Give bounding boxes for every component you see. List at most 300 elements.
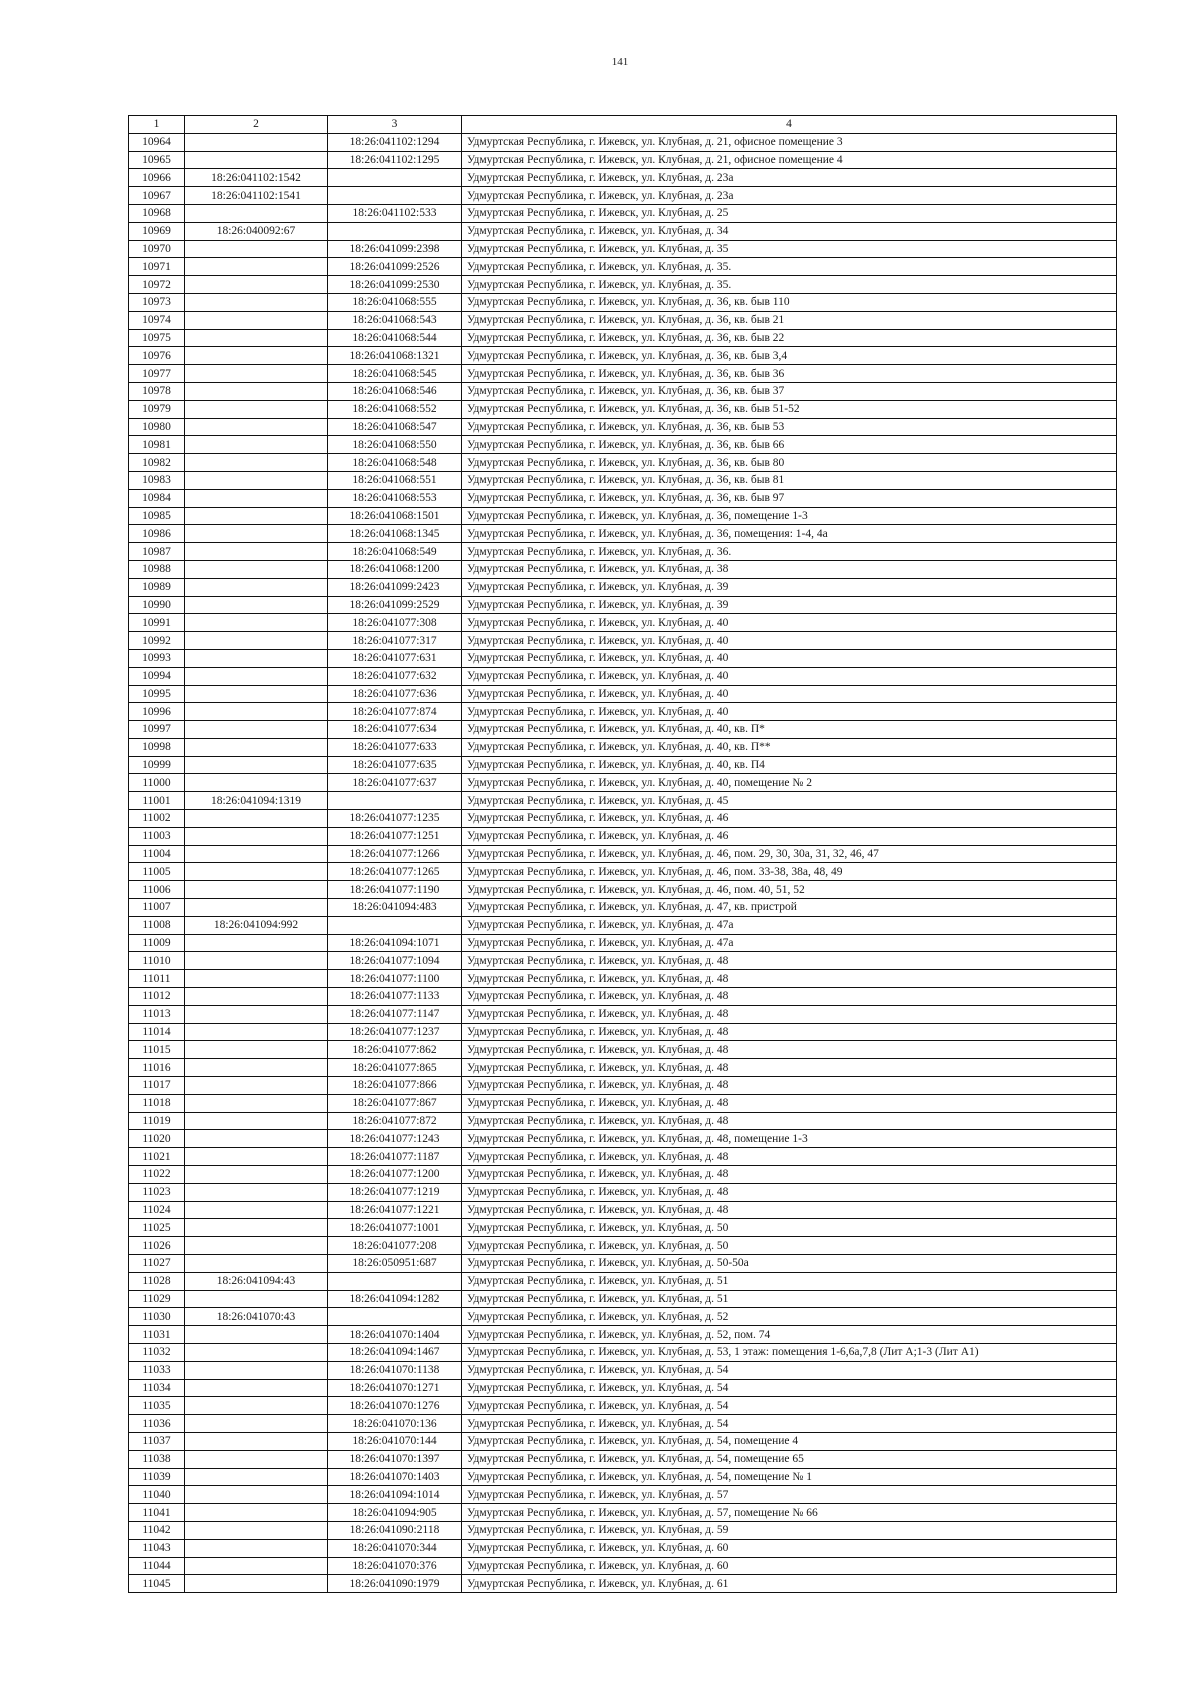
address-cell: Удмуртская Республика, г. Ижевск, ул. Клубная, д. 48 xyxy=(462,1148,1117,1166)
address-cell: Удмуртская Республика, г. Ижевск, ул. Клубная, д. 60 xyxy=(462,1539,1117,1557)
row-number-cell: 10986 xyxy=(129,525,185,543)
address-cell: Удмуртская Республика, г. Ижевск, ул. Клубная, д. 40 xyxy=(462,685,1117,703)
row-number-cell: 10975 xyxy=(129,329,185,347)
row-number-cell: 11005 xyxy=(129,863,185,881)
row-number-cell: 11016 xyxy=(129,1059,185,1077)
table-row xyxy=(129,1379,1117,1397)
address-cell: Удмуртская Республика, г. Ижевск, ул. Клубная, д. 36, кв. быв 66 xyxy=(462,436,1117,454)
address-cell: Удмуртская Республика, г. Ижевск, ул. Клубная, д. 40 xyxy=(462,614,1117,632)
address-cell: Удмуртская Республика, г. Ижевск, ул. Клубная, д. 36, кв. быв 80 xyxy=(462,454,1117,472)
land-cadastral-number-cell xyxy=(185,1183,328,1201)
land-cadastral-number-cell xyxy=(185,1023,328,1041)
address-cell: Удмуртская Республика, г. Ижевск, ул. Клубная, д. 36, кв. быв 37 xyxy=(462,382,1117,400)
header-cell-2: 2 xyxy=(185,116,328,134)
row-number-cell: 11002 xyxy=(129,810,185,828)
object-cadastral-number-cell: 18:26:041094:1014 xyxy=(328,1486,462,1504)
object-cadastral-number-cell: 18:26:041070:144 xyxy=(328,1432,462,1450)
object-cadastral-number-cell: 18:26:041068:547 xyxy=(328,418,462,436)
row-number-cell: 10992 xyxy=(129,632,185,650)
address-cell: Удмуртская Республика, г. Ижевск, ул. Клубная, д. 25 xyxy=(462,204,1117,222)
address-cell: Удмуртская Республика, г. Ижевск, ул. Клубная, д. 52 xyxy=(462,1308,1117,1326)
land-cadastral-number-cell: 18:26:041094:1319 xyxy=(185,792,328,810)
land-cadastral-number-cell xyxy=(185,347,328,365)
land-cadastral-number-cell xyxy=(185,525,328,543)
table-row xyxy=(129,899,1117,917)
row-number-cell: 10980 xyxy=(129,418,185,436)
land-cadastral-number-cell xyxy=(185,471,328,489)
land-cadastral-number-cell xyxy=(185,703,328,721)
address-cell: Удмуртская Республика, г. Ижевск, ул. Клубная, д. 47, кв. пристрой xyxy=(462,899,1117,917)
land-cadastral-number-cell xyxy=(185,614,328,632)
table-row xyxy=(129,151,1117,169)
row-number-cell: 11011 xyxy=(129,970,185,988)
land-cadastral-number-cell xyxy=(185,1005,328,1023)
land-cadastral-number-cell xyxy=(185,632,328,650)
table-row xyxy=(129,187,1117,205)
row-number-cell: 11035 xyxy=(129,1397,185,1415)
land-cadastral-number-cell xyxy=(185,1112,328,1130)
row-number-cell: 10994 xyxy=(129,667,185,685)
object-cadastral-number-cell: 18:26:041068:1501 xyxy=(328,507,462,525)
table-row xyxy=(129,1343,1117,1361)
land-cadastral-number-cell xyxy=(185,934,328,952)
land-cadastral-number-cell xyxy=(185,1379,328,1397)
land-cadastral-number-cell xyxy=(185,1219,328,1237)
land-cadastral-number-cell xyxy=(185,685,328,703)
row-number-cell: 10996 xyxy=(129,703,185,721)
address-cell: Удмуртская Республика, г. Ижевск, ул. Клубная, д. 36, помещение 1-3 xyxy=(462,507,1117,525)
land-cadastral-number-cell xyxy=(185,845,328,863)
land-cadastral-number-cell xyxy=(185,489,328,507)
address-cell: Удмуртская Республика, г. Ижевск, ул. Клубная, д. 35. xyxy=(462,258,1117,276)
object-cadastral-number-cell: 18:26:041068:545 xyxy=(328,365,462,383)
row-number-cell: 11032 xyxy=(129,1343,185,1361)
row-number-cell: 10976 xyxy=(129,347,185,365)
table-row xyxy=(129,649,1117,667)
object-cadastral-number-cell: 18:26:041068:546 xyxy=(328,382,462,400)
address-cell: Удмуртская Республика, г. Ижевск, ул. Клубная, д. 36. xyxy=(462,543,1117,561)
object-cadastral-number-cell: 18:26:041077:1266 xyxy=(328,845,462,863)
row-number-cell: 10973 xyxy=(129,293,185,311)
address-cell: Удмуртская Республика, г. Ижевск, ул. Клубная, д. 48 xyxy=(462,1005,1117,1023)
row-number-cell: 10974 xyxy=(129,311,185,329)
address-cell: Удмуртская Республика, г. Ижевск, ул. Клубная, д. 36, кв. быв 53 xyxy=(462,418,1117,436)
object-cadastral-number-cell xyxy=(328,169,462,187)
address-cell: Удмуртская Республика, г. Ижевск, ул. Клубная, д. 40, кв. П* xyxy=(462,721,1117,739)
address-cell: Удмуртская Республика, г. Ижевск, ул. Клубная, д. 50 xyxy=(462,1219,1117,1237)
table-row xyxy=(129,738,1117,756)
land-cadastral-number-cell xyxy=(185,1539,328,1557)
register-table-body xyxy=(129,116,1117,1593)
object-cadastral-number-cell: 18:26:041077:637 xyxy=(328,774,462,792)
row-number-cell: 11017 xyxy=(129,1077,185,1095)
row-number-cell: 11010 xyxy=(129,952,185,970)
table-row xyxy=(129,1539,1117,1557)
land-cadastral-number-cell xyxy=(185,454,328,472)
table-row xyxy=(129,1219,1117,1237)
land-cadastral-number-cell xyxy=(185,418,328,436)
address-cell: Удмуртская Республика, г. Ижевск, ул. Клубная, д. 50 xyxy=(462,1237,1117,1255)
table-row xyxy=(129,1521,1117,1539)
address-cell: Удмуртская Республика, г. Ижевск, ул. Клубная, д. 48, помещение 1-3 xyxy=(462,1130,1117,1148)
row-number-cell: 11040 xyxy=(129,1486,185,1504)
object-cadastral-number-cell: 18:26:041068:1345 xyxy=(328,525,462,543)
table-row xyxy=(129,1005,1117,1023)
land-cadastral-number-cell xyxy=(185,1557,328,1575)
object-cadastral-number-cell: 18:26:041068:550 xyxy=(328,436,462,454)
land-cadastral-number-cell xyxy=(185,1059,328,1077)
table-row xyxy=(129,1415,1117,1433)
object-cadastral-number-cell: 18:26:041077:1100 xyxy=(328,970,462,988)
table-row xyxy=(129,1575,1117,1593)
table-row xyxy=(129,436,1117,454)
object-cadastral-number-cell: 18:26:041068:543 xyxy=(328,311,462,329)
table-row xyxy=(129,471,1117,489)
object-cadastral-number-cell: 18:26:041094:483 xyxy=(328,899,462,917)
table-row xyxy=(129,1272,1117,1290)
table-row xyxy=(129,543,1117,561)
land-cadastral-number-cell xyxy=(185,1432,328,1450)
table-row xyxy=(129,258,1117,276)
object-cadastral-number-cell xyxy=(328,792,462,810)
table-row xyxy=(129,1290,1117,1308)
land-cadastral-number-cell xyxy=(185,258,328,276)
row-number-cell: 11015 xyxy=(129,1041,185,1059)
address-cell: Удмуртская Республика, г. Ижевск, ул. Клубная, д. 36, кв. быв 97 xyxy=(462,489,1117,507)
table-row xyxy=(129,632,1117,650)
address-cell: Удмуртская Республика, г. Ижевск, ул. Клубная, д. 38 xyxy=(462,560,1117,578)
row-number-cell: 11022 xyxy=(129,1166,185,1184)
table-row xyxy=(129,1486,1117,1504)
table-row xyxy=(129,133,1117,151)
row-number-cell: 11021 xyxy=(129,1148,185,1166)
row-number-cell: 10971 xyxy=(129,258,185,276)
land-cadastral-number-cell xyxy=(185,970,328,988)
table-row xyxy=(129,810,1117,828)
address-cell: Удмуртская Республика, г. Ижевск, ул. Клубная, д. 54, помещение № 1 xyxy=(462,1468,1117,1486)
object-cadastral-number-cell: 18:26:041094:1467 xyxy=(328,1343,462,1361)
row-number-cell: 11019 xyxy=(129,1112,185,1130)
row-number-cell: 11029 xyxy=(129,1290,185,1308)
address-cell: Удмуртская Республика, г. Ижевск, ул. Клубная, д. 40 xyxy=(462,667,1117,685)
address-cell: Удмуртская Республика, г. Ижевск, ул. Клубная, д. 36, кв. быв 110 xyxy=(462,293,1117,311)
row-number-cell: 11034 xyxy=(129,1379,185,1397)
object-cadastral-number-cell: 18:26:041068:555 xyxy=(328,293,462,311)
object-cadastral-number-cell: 18:26:041090:2118 xyxy=(328,1521,462,1539)
table-row xyxy=(129,970,1117,988)
land-cadastral-number-cell xyxy=(185,1397,328,1415)
address-cell: Удмуртская Республика, г. Ижевск, ул. Клубная, д. 23а xyxy=(462,169,1117,187)
table-row xyxy=(129,311,1117,329)
object-cadastral-number-cell: 18:26:041099:2529 xyxy=(328,596,462,614)
object-cadastral-number-cell: 18:26:041077:1221 xyxy=(328,1201,462,1219)
object-cadastral-number-cell xyxy=(328,1272,462,1290)
land-cadastral-number-cell xyxy=(185,240,328,258)
row-number-cell: 11026 xyxy=(129,1237,185,1255)
object-cadastral-number-cell: 18:26:041068:548 xyxy=(328,454,462,472)
address-cell: Удмуртская Республика, г. Ижевск, ул. Клубная, д. 52, пом. 74 xyxy=(462,1326,1117,1344)
row-number-cell: 11043 xyxy=(129,1539,185,1557)
object-cadastral-number-cell: 18:26:041077:1251 xyxy=(328,827,462,845)
table-row xyxy=(129,916,1117,934)
table-row xyxy=(129,347,1117,365)
table-row xyxy=(129,204,1117,222)
table-row xyxy=(129,240,1117,258)
row-number-cell: 11001 xyxy=(129,792,185,810)
land-cadastral-number-cell xyxy=(185,436,328,454)
row-number-cell: 11033 xyxy=(129,1361,185,1379)
row-number-cell: 11031 xyxy=(129,1326,185,1344)
row-number-cell: 11012 xyxy=(129,988,185,1006)
row-number-cell: 10988 xyxy=(129,560,185,578)
table-row xyxy=(129,1237,1117,1255)
row-number-cell: 11023 xyxy=(129,1183,185,1201)
row-number-cell: 10997 xyxy=(129,721,185,739)
address-cell: Удмуртская Республика, г. Ижевск, ул. Клубная, д. 36, кв. быв 36 xyxy=(462,365,1117,383)
address-cell: Удмуртская Республика, г. Ижевск, ул. Клубная, д. 59 xyxy=(462,1521,1117,1539)
row-number-cell: 11020 xyxy=(129,1130,185,1148)
land-cadastral-number-cell xyxy=(185,952,328,970)
header-cell-4: 4 xyxy=(462,116,1117,134)
address-cell: Удмуртская Республика, г. Ижевск, ул. Клубная, д. 53, 1 этаж: помещения 1-6,6а,7,8 (Лит А;1-3 (Лит А1) xyxy=(462,1343,1117,1361)
row-number-cell: 11024 xyxy=(129,1201,185,1219)
address-cell: Удмуртская Республика, г. Ижевск, ул. Клубная, д. 46, пом. 33-38, 38а, 48, 49 xyxy=(462,863,1117,881)
row-number-cell: 10967 xyxy=(129,187,185,205)
table-row xyxy=(129,1255,1117,1273)
row-number-cell: 10990 xyxy=(129,596,185,614)
object-cadastral-number-cell xyxy=(328,187,462,205)
object-cadastral-number-cell: 18:26:041077:636 xyxy=(328,685,462,703)
address-cell: Удмуртская Республика, г. Ижевск, ул. Клубная, д. 46 xyxy=(462,810,1117,828)
address-cell: Удмуртская Республика, г. Ижевск, ул. Клубная, д. 36, кв. быв 22 xyxy=(462,329,1117,347)
object-cadastral-number-cell: 18:26:041102:1294 xyxy=(328,133,462,151)
land-cadastral-number-cell xyxy=(185,1468,328,1486)
address-cell: Удмуртская Республика, г. Ижевск, ул. Клубная, д. 48 xyxy=(462,1094,1117,1112)
object-cadastral-number-cell: 18:26:041068:1200 xyxy=(328,560,462,578)
table-row xyxy=(129,1361,1117,1379)
address-cell: Удмуртская Республика, г. Ижевск, ул. Клубная, д. 40 xyxy=(462,649,1117,667)
address-cell: Удмуртская Республика, г. Ижевск, ул. Клубная, д. 60 xyxy=(462,1557,1117,1575)
object-cadastral-number-cell: 18:26:041077:1200 xyxy=(328,1166,462,1184)
land-cadastral-number-cell xyxy=(185,1255,328,1273)
land-cadastral-number-cell: 18:26:041102:1541 xyxy=(185,187,328,205)
address-cell: Удмуртская Республика, г. Ижевск, ул. Клубная, д. 50-50а xyxy=(462,1255,1117,1273)
row-number-cell: 11014 xyxy=(129,1023,185,1041)
land-cadastral-number-cell xyxy=(185,988,328,1006)
row-number-cell: 11030 xyxy=(129,1308,185,1326)
table-row xyxy=(129,1023,1117,1041)
address-cell: Удмуртская Республика, г. Ижевск, ул. Клубная, д. 46 xyxy=(462,827,1117,845)
table-row xyxy=(129,596,1117,614)
object-cadastral-number-cell: 18:26:041070:1404 xyxy=(328,1326,462,1344)
table-row xyxy=(129,1041,1117,1059)
address-cell: Удмуртская Республика, г. Ижевск, ул. Клубная, д. 46, пом. 29, 30, 30а, 31, 32, 46, 47 xyxy=(462,845,1117,863)
object-cadastral-number-cell: 18:26:041077:1147 xyxy=(328,1005,462,1023)
header-cell-1: 1 xyxy=(129,116,185,134)
object-cadastral-number-cell: 18:26:041077:1190 xyxy=(328,881,462,899)
object-cadastral-number-cell: 18:26:041068:553 xyxy=(328,489,462,507)
object-cadastral-number-cell: 18:26:041077:865 xyxy=(328,1059,462,1077)
object-cadastral-number-cell: 18:26:041102:1295 xyxy=(328,151,462,169)
object-cadastral-number-cell: 18:26:041068:552 xyxy=(328,400,462,418)
object-cadastral-number-cell: 18:26:041070:1271 xyxy=(328,1379,462,1397)
land-cadastral-number-cell xyxy=(185,1166,328,1184)
table-row xyxy=(129,863,1117,881)
register-table xyxy=(128,115,1117,1593)
land-cadastral-number-cell xyxy=(185,151,328,169)
object-cadastral-number-cell: 18:26:041077:872 xyxy=(328,1112,462,1130)
row-number-cell: 11025 xyxy=(129,1219,185,1237)
address-cell: Удмуртская Республика, г. Ижевск, ул. Клубная, д. 21, офисное помещение 3 xyxy=(462,133,1117,151)
address-cell: Удмуртская Республика, г. Ижевск, ул. Клубная, д. 54 xyxy=(462,1397,1117,1415)
land-cadastral-number-cell xyxy=(185,1201,328,1219)
land-cadastral-number-cell xyxy=(185,810,328,828)
address-cell: Удмуртская Республика, г. Ижевск, ул. Клубная, д. 48 xyxy=(462,988,1117,1006)
row-number-cell: 11036 xyxy=(129,1415,185,1433)
object-cadastral-number-cell: 18:26:041099:2526 xyxy=(328,258,462,276)
row-number-cell: 10981 xyxy=(129,436,185,454)
table-row xyxy=(129,525,1117,543)
land-cadastral-number-cell xyxy=(185,1077,328,1095)
address-cell: Удмуртская Республика, г. Ижевск, ул. Клубная, д. 51 xyxy=(462,1290,1117,1308)
object-cadastral-number-cell: 18:26:041077:1094 xyxy=(328,952,462,970)
row-number-cell: 10972 xyxy=(129,276,185,294)
object-cadastral-number-cell: 18:26:041077:633 xyxy=(328,738,462,756)
row-number-cell: 10998 xyxy=(129,738,185,756)
table-row xyxy=(129,222,1117,240)
object-cadastral-number-cell: 18:26:041077:308 xyxy=(328,614,462,632)
address-cell: Удмуртская Республика, г. Ижевск, ул. Клубная, д. 57, помещение № 66 xyxy=(462,1504,1117,1522)
object-cadastral-number-cell: 18:26:041077:1265 xyxy=(328,863,462,881)
object-cadastral-number-cell: 18:26:041099:2530 xyxy=(328,276,462,294)
table-row xyxy=(129,1183,1117,1201)
object-cadastral-number-cell: 18:26:041068:544 xyxy=(328,329,462,347)
table-row xyxy=(129,1112,1117,1130)
row-number-cell: 11038 xyxy=(129,1450,185,1468)
table-row xyxy=(129,1450,1117,1468)
land-cadastral-number-cell xyxy=(185,596,328,614)
table-row xyxy=(129,703,1117,721)
page-number: 141 xyxy=(611,56,629,68)
address-cell: Удмуртская Республика, г. Ижевск, ул. Клубная, д. 39 xyxy=(462,596,1117,614)
row-number-cell: 10969 xyxy=(129,222,185,240)
row-number-cell: 11044 xyxy=(129,1557,185,1575)
address-cell: Удмуртская Республика, г. Ижевск, ул. Клубная, д. 21, офисное помещение 4 xyxy=(462,151,1117,169)
object-cadastral-number-cell: 18:26:041070:344 xyxy=(328,1539,462,1557)
address-cell: Удмуртская Республика, г. Ижевск, ул. Клубная, д. 36, кв. быв 81 xyxy=(462,471,1117,489)
object-cadastral-number-cell: 18:26:041077:866 xyxy=(328,1077,462,1095)
table-row xyxy=(129,1326,1117,1344)
object-cadastral-number-cell: 18:26:041077:1001 xyxy=(328,1219,462,1237)
object-cadastral-number-cell xyxy=(328,916,462,934)
object-cadastral-number-cell: 18:26:041102:533 xyxy=(328,204,462,222)
table-row xyxy=(129,418,1117,436)
address-cell: Удмуртская Республика, г. Ижевск, ул. Клубная, д. 40 xyxy=(462,632,1117,650)
address-cell: Удмуртская Республика, г. Ижевск, ул. Клубная, д. 48 xyxy=(462,1041,1117,1059)
row-number-cell: 11041 xyxy=(129,1504,185,1522)
table-row xyxy=(129,1077,1117,1095)
table-row xyxy=(129,329,1117,347)
row-number-cell: 11004 xyxy=(129,845,185,863)
row-number-cell: 10987 xyxy=(129,543,185,561)
land-cadastral-number-cell: 18:26:041070:43 xyxy=(185,1308,328,1326)
object-cadastral-number-cell: 18:26:041077:867 xyxy=(328,1094,462,1112)
land-cadastral-number-cell xyxy=(185,560,328,578)
land-cadastral-number-cell xyxy=(185,543,328,561)
row-number-cell: 10966 xyxy=(129,169,185,187)
address-cell: Удмуртская Республика, г. Ижевск, ул. Клубная, д. 61 xyxy=(462,1575,1117,1593)
object-cadastral-number-cell: 18:26:041099:2398 xyxy=(328,240,462,258)
address-cell: Удмуртская Республика, г. Ижевск, ул. Клубная, д. 34 xyxy=(462,222,1117,240)
land-cadastral-number-cell xyxy=(185,311,328,329)
address-cell: Удмуртская Республика, г. Ижевск, ул. Клубная, д. 54, помещение 65 xyxy=(462,1450,1117,1468)
land-cadastral-number-cell: 18:26:040092:67 xyxy=(185,222,328,240)
object-cadastral-number-cell: 18:26:041077:1187 xyxy=(328,1148,462,1166)
object-cadastral-number-cell xyxy=(328,1308,462,1326)
row-number-cell: 11013 xyxy=(129,1005,185,1023)
object-cadastral-number-cell: 18:26:041077:1235 xyxy=(328,810,462,828)
address-cell: Удмуртская Республика, г. Ижевск, ул. Клубная, д. 48 xyxy=(462,1023,1117,1041)
table-row xyxy=(129,578,1117,596)
land-cadastral-number-cell xyxy=(185,1148,328,1166)
object-cadastral-number-cell: 18:26:041077:874 xyxy=(328,703,462,721)
row-number-cell: 11018 xyxy=(129,1094,185,1112)
address-cell: Удмуртская Республика, г. Ижевск, ул. Клубная, д. 36, помещения: 1-4, 4а xyxy=(462,525,1117,543)
row-number-cell: 11009 xyxy=(129,934,185,952)
address-cell: Удмуртская Республика, г. Ижевск, ул. Клубная, д. 36, кв. быв 3,4 xyxy=(462,347,1117,365)
object-cadastral-number-cell: 18:26:041077:317 xyxy=(328,632,462,650)
object-cadastral-number-cell: 18:26:041090:1979 xyxy=(328,1575,462,1593)
land-cadastral-number-cell xyxy=(185,756,328,774)
address-cell: Удмуртская Республика, г. Ижевск, ул. Клубная, д. 48 xyxy=(462,1112,1117,1130)
address-cell: Удмуртская Республика, г. Ижевск, ул. Клубная, д. 54 xyxy=(462,1379,1117,1397)
land-cadastral-number-cell xyxy=(185,1486,328,1504)
row-number-cell: 11006 xyxy=(129,881,185,899)
object-cadastral-number-cell: 18:26:041077:862 xyxy=(328,1041,462,1059)
object-cadastral-number-cell: 18:26:041077:208 xyxy=(328,1237,462,1255)
object-cadastral-number-cell: 18:26:041070:136 xyxy=(328,1415,462,1433)
address-cell: Удмуртская Республика, г. Ижевск, ул. Клубная, д. 47а xyxy=(462,934,1117,952)
address-cell: Удмуртская Республика, г. Ижевск, ул. Клубная, д. 40 xyxy=(462,703,1117,721)
row-number-cell: 10978 xyxy=(129,382,185,400)
table-row xyxy=(129,1094,1117,1112)
address-cell: Удмуртская Республика, г. Ижевск, ул. Клубная, д. 46, пом. 40, 51, 52 xyxy=(462,881,1117,899)
object-cadastral-number-cell: 18:26:041068:1321 xyxy=(328,347,462,365)
land-cadastral-number-cell xyxy=(185,204,328,222)
table-row xyxy=(129,1166,1117,1184)
table-row xyxy=(129,1557,1117,1575)
object-cadastral-number-cell: 18:26:041077:1133 xyxy=(328,988,462,1006)
object-cadastral-number-cell: 18:26:041077:1219 xyxy=(328,1183,462,1201)
row-number-cell: 11028 xyxy=(129,1272,185,1290)
row-number-cell: 10991 xyxy=(129,614,185,632)
land-cadastral-number-cell xyxy=(185,1450,328,1468)
row-number-cell: 11000 xyxy=(129,774,185,792)
land-cadastral-number-cell xyxy=(185,774,328,792)
address-cell: Удмуртская Республика, г. Ижевск, ул. Клубная, д. 48 xyxy=(462,1077,1117,1095)
land-cadastral-number-cell xyxy=(185,863,328,881)
address-cell: Удмуртская Республика, г. Ижевск, ул. Клубная, д. 45 xyxy=(462,792,1117,810)
address-cell: Удмуртская Республика, г. Ижевск, ул. Клубная, д. 48 xyxy=(462,952,1117,970)
land-cadastral-number-cell xyxy=(185,1094,328,1112)
table-row xyxy=(129,827,1117,845)
row-number-cell: 10982 xyxy=(129,454,185,472)
land-cadastral-number-cell: 18:26:041094:43 xyxy=(185,1272,328,1290)
table-row xyxy=(129,1468,1117,1486)
table-row xyxy=(129,1059,1117,1077)
land-cadastral-number-cell xyxy=(185,649,328,667)
land-cadastral-number-cell xyxy=(185,738,328,756)
